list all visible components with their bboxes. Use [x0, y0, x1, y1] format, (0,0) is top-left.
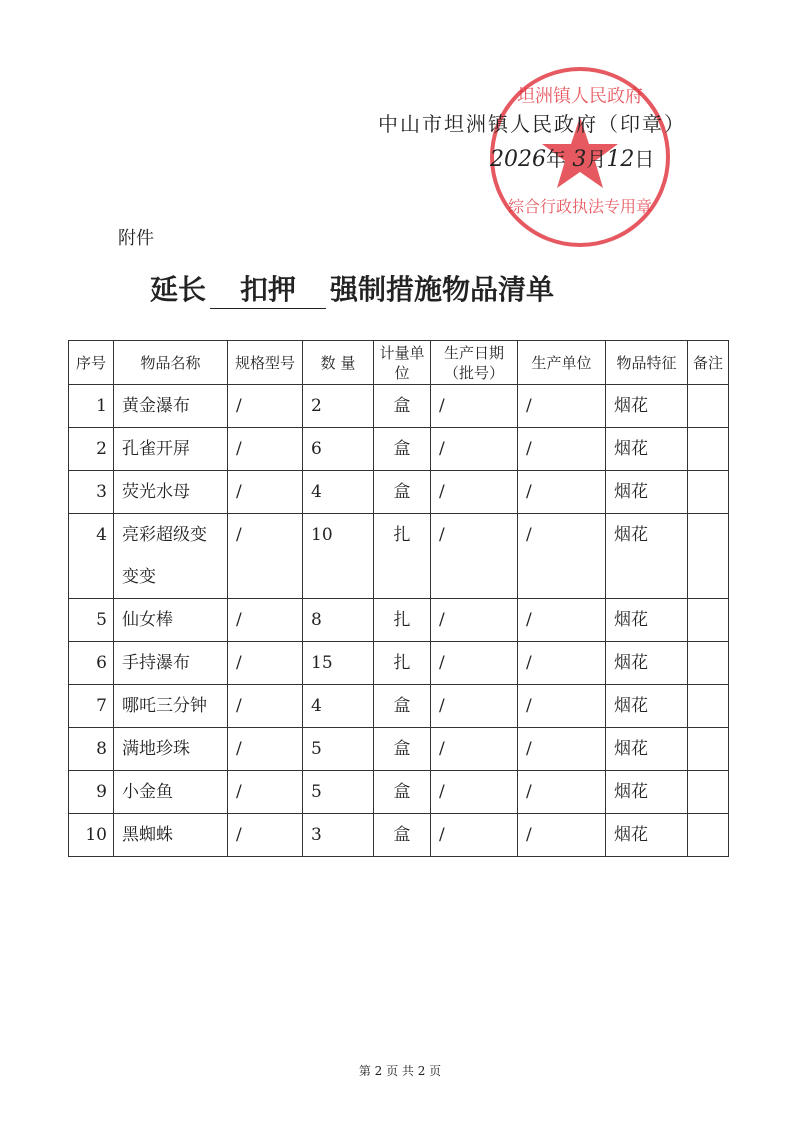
cell-seq: 8: [69, 728, 114, 771]
table-row: [69, 642, 729, 685]
cell-spec: /: [228, 599, 303, 642]
attachment-label: 附件: [118, 228, 154, 249]
cell-date: /: [431, 771, 518, 814]
cell-name: 黑蜘蛛: [114, 814, 228, 857]
cell-date: /: [431, 428, 518, 471]
date-year: 2026: [490, 147, 546, 172]
table-row: [69, 471, 729, 514]
col-name: 物品名称: [114, 341, 228, 385]
title-prefix: 延长: [150, 273, 207, 306]
col-date: 生产日期（批号）: [431, 341, 518, 385]
cell-maker: /: [518, 728, 606, 771]
cell-spec: /: [228, 385, 303, 428]
cell-date: /: [431, 471, 518, 514]
cell-maker: /: [518, 514, 606, 599]
issuer-name: 中山市坦洲镇人民政府（印章）: [378, 112, 686, 136]
cell-date: /: [431, 728, 518, 771]
cell-seq: 5: [69, 599, 114, 642]
cell-qty: 10: [303, 514, 374, 599]
cell-maker: /: [518, 385, 606, 428]
cell-feature: 烟花: [606, 642, 688, 685]
cell-seq: 7: [69, 685, 114, 728]
cell-seq: 4: [69, 514, 114, 599]
table-row: [69, 814, 729, 857]
cell-spec: /: [228, 814, 303, 857]
table-header-row: [69, 341, 729, 385]
month-label: 月: [586, 147, 607, 171]
table-row: [69, 514, 729, 599]
cell-date: /: [431, 685, 518, 728]
cell-qty: 5: [303, 771, 374, 814]
date-day: 12: [606, 147, 635, 172]
cell-seq: 2: [69, 428, 114, 471]
cell-unit: 扎: [374, 514, 431, 599]
cell-maker: /: [518, 814, 606, 857]
cell-remark: [688, 385, 729, 428]
cell-feature: 烟花: [606, 514, 688, 599]
cell-name: 亮彩超级变变变: [114, 514, 228, 599]
document-title: [150, 268, 554, 309]
cell-remark: [688, 471, 729, 514]
cell-remark: [688, 428, 729, 471]
col-spec: 规格型号: [228, 341, 303, 385]
cell-qty: 3: [303, 814, 374, 857]
cell-spec: /: [228, 771, 303, 814]
cell-name: 哪吒三分钟: [114, 685, 228, 728]
table-row: [69, 771, 729, 814]
cell-remark: [688, 814, 729, 857]
cell-qty: 6: [303, 428, 374, 471]
cell-spec: /: [228, 685, 303, 728]
table-row: [69, 728, 729, 771]
col-unit: 计量单位: [374, 341, 431, 385]
cell-name: 黄金瀑布: [114, 385, 228, 428]
cell-feature: 烟花: [606, 814, 688, 857]
cell-seq: 1: [69, 385, 114, 428]
col-maker: 生产单位: [518, 341, 606, 385]
cell-unit: 盒: [374, 728, 431, 771]
title-suffix: 强制措施物品清单: [330, 273, 555, 306]
cell-spec: /: [228, 514, 303, 599]
cell-name: 手持瀑布: [114, 642, 228, 685]
cell-name: 孔雀开屏: [114, 428, 228, 471]
cell-spec: /: [228, 728, 303, 771]
table-row: [69, 428, 729, 471]
page-number: 第 2 页 共 2 页: [358, 1064, 442, 1078]
cell-qty: 2: [303, 385, 374, 428]
cell-maker: /: [518, 428, 606, 471]
col-feature: 物品特征: [606, 341, 688, 385]
cell-remark: [688, 599, 729, 642]
cell-seq: 10: [69, 814, 114, 857]
cell-unit: 盒: [374, 385, 431, 428]
cell-spec: /: [228, 642, 303, 685]
table-row: [69, 685, 729, 728]
cell-spec: /: [228, 428, 303, 471]
cell-feature: 烟花: [606, 428, 688, 471]
cell-date: /: [431, 642, 518, 685]
date-month: 3: [572, 147, 587, 172]
year-label: 年: [546, 147, 566, 171]
col-qty: 数 量: [303, 341, 374, 385]
cell-qty: 4: [303, 685, 374, 728]
cell-qty: 15: [303, 642, 374, 685]
cell-seq: 6: [69, 642, 114, 685]
cell-maker: /: [518, 599, 606, 642]
cell-remark: [688, 685, 729, 728]
svg-text:坦洲镇人民政府: 坦洲镇人民政府: [517, 86, 643, 107]
cell-qty: 5: [303, 728, 374, 771]
cell-name: 仙女棒: [114, 599, 228, 642]
cell-unit: 扎: [374, 599, 431, 642]
cell-feature: 烟花: [606, 385, 688, 428]
cell-feature: 烟花: [606, 771, 688, 814]
cell-unit: 盒: [374, 814, 431, 857]
cell-date: /: [431, 599, 518, 642]
cell-maker: /: [518, 685, 606, 728]
cell-maker: /: [518, 471, 606, 514]
sign-date: [490, 143, 654, 172]
svg-text:综合行政执法专用章: 综合行政执法专用章: [507, 197, 653, 216]
cell-spec: /: [228, 471, 303, 514]
cell-date: /: [431, 385, 518, 428]
cell-date: /: [431, 814, 518, 857]
col-seq: 序号: [69, 341, 114, 385]
table-row: [69, 385, 729, 428]
cell-seq: 9: [69, 771, 114, 814]
cell-unit: 盒: [374, 771, 431, 814]
cell-qty: 8: [303, 599, 374, 642]
cell-remark: [688, 514, 729, 599]
cell-qty: 4: [303, 471, 374, 514]
cell-remark: [688, 728, 729, 771]
day-label: 日: [634, 147, 655, 171]
title-filled-blank: 扣押: [210, 268, 326, 309]
cell-unit: 盒: [374, 428, 431, 471]
cell-unit: 盒: [374, 471, 431, 514]
items-table: [68, 340, 729, 857]
cell-feature: 烟花: [606, 599, 688, 642]
cell-unit: 盒: [374, 685, 431, 728]
cell-name: 满地珍珠: [114, 728, 228, 771]
cell-remark: [688, 642, 729, 685]
cell-feature: 烟花: [606, 471, 688, 514]
cell-unit: 扎: [374, 642, 431, 685]
cell-maker: /: [518, 642, 606, 685]
cell-date: /: [431, 514, 518, 599]
cell-maker: /: [518, 771, 606, 814]
cell-remark: [688, 771, 729, 814]
col-remark: 备注: [688, 341, 729, 385]
cell-name: 荧光水母: [114, 471, 228, 514]
cell-feature: 烟花: [606, 728, 688, 771]
table-row: [69, 599, 729, 642]
cell-feature: 烟花: [606, 685, 688, 728]
cell-seq: 3: [69, 471, 114, 514]
cell-name: 小金鱼: [114, 771, 228, 814]
